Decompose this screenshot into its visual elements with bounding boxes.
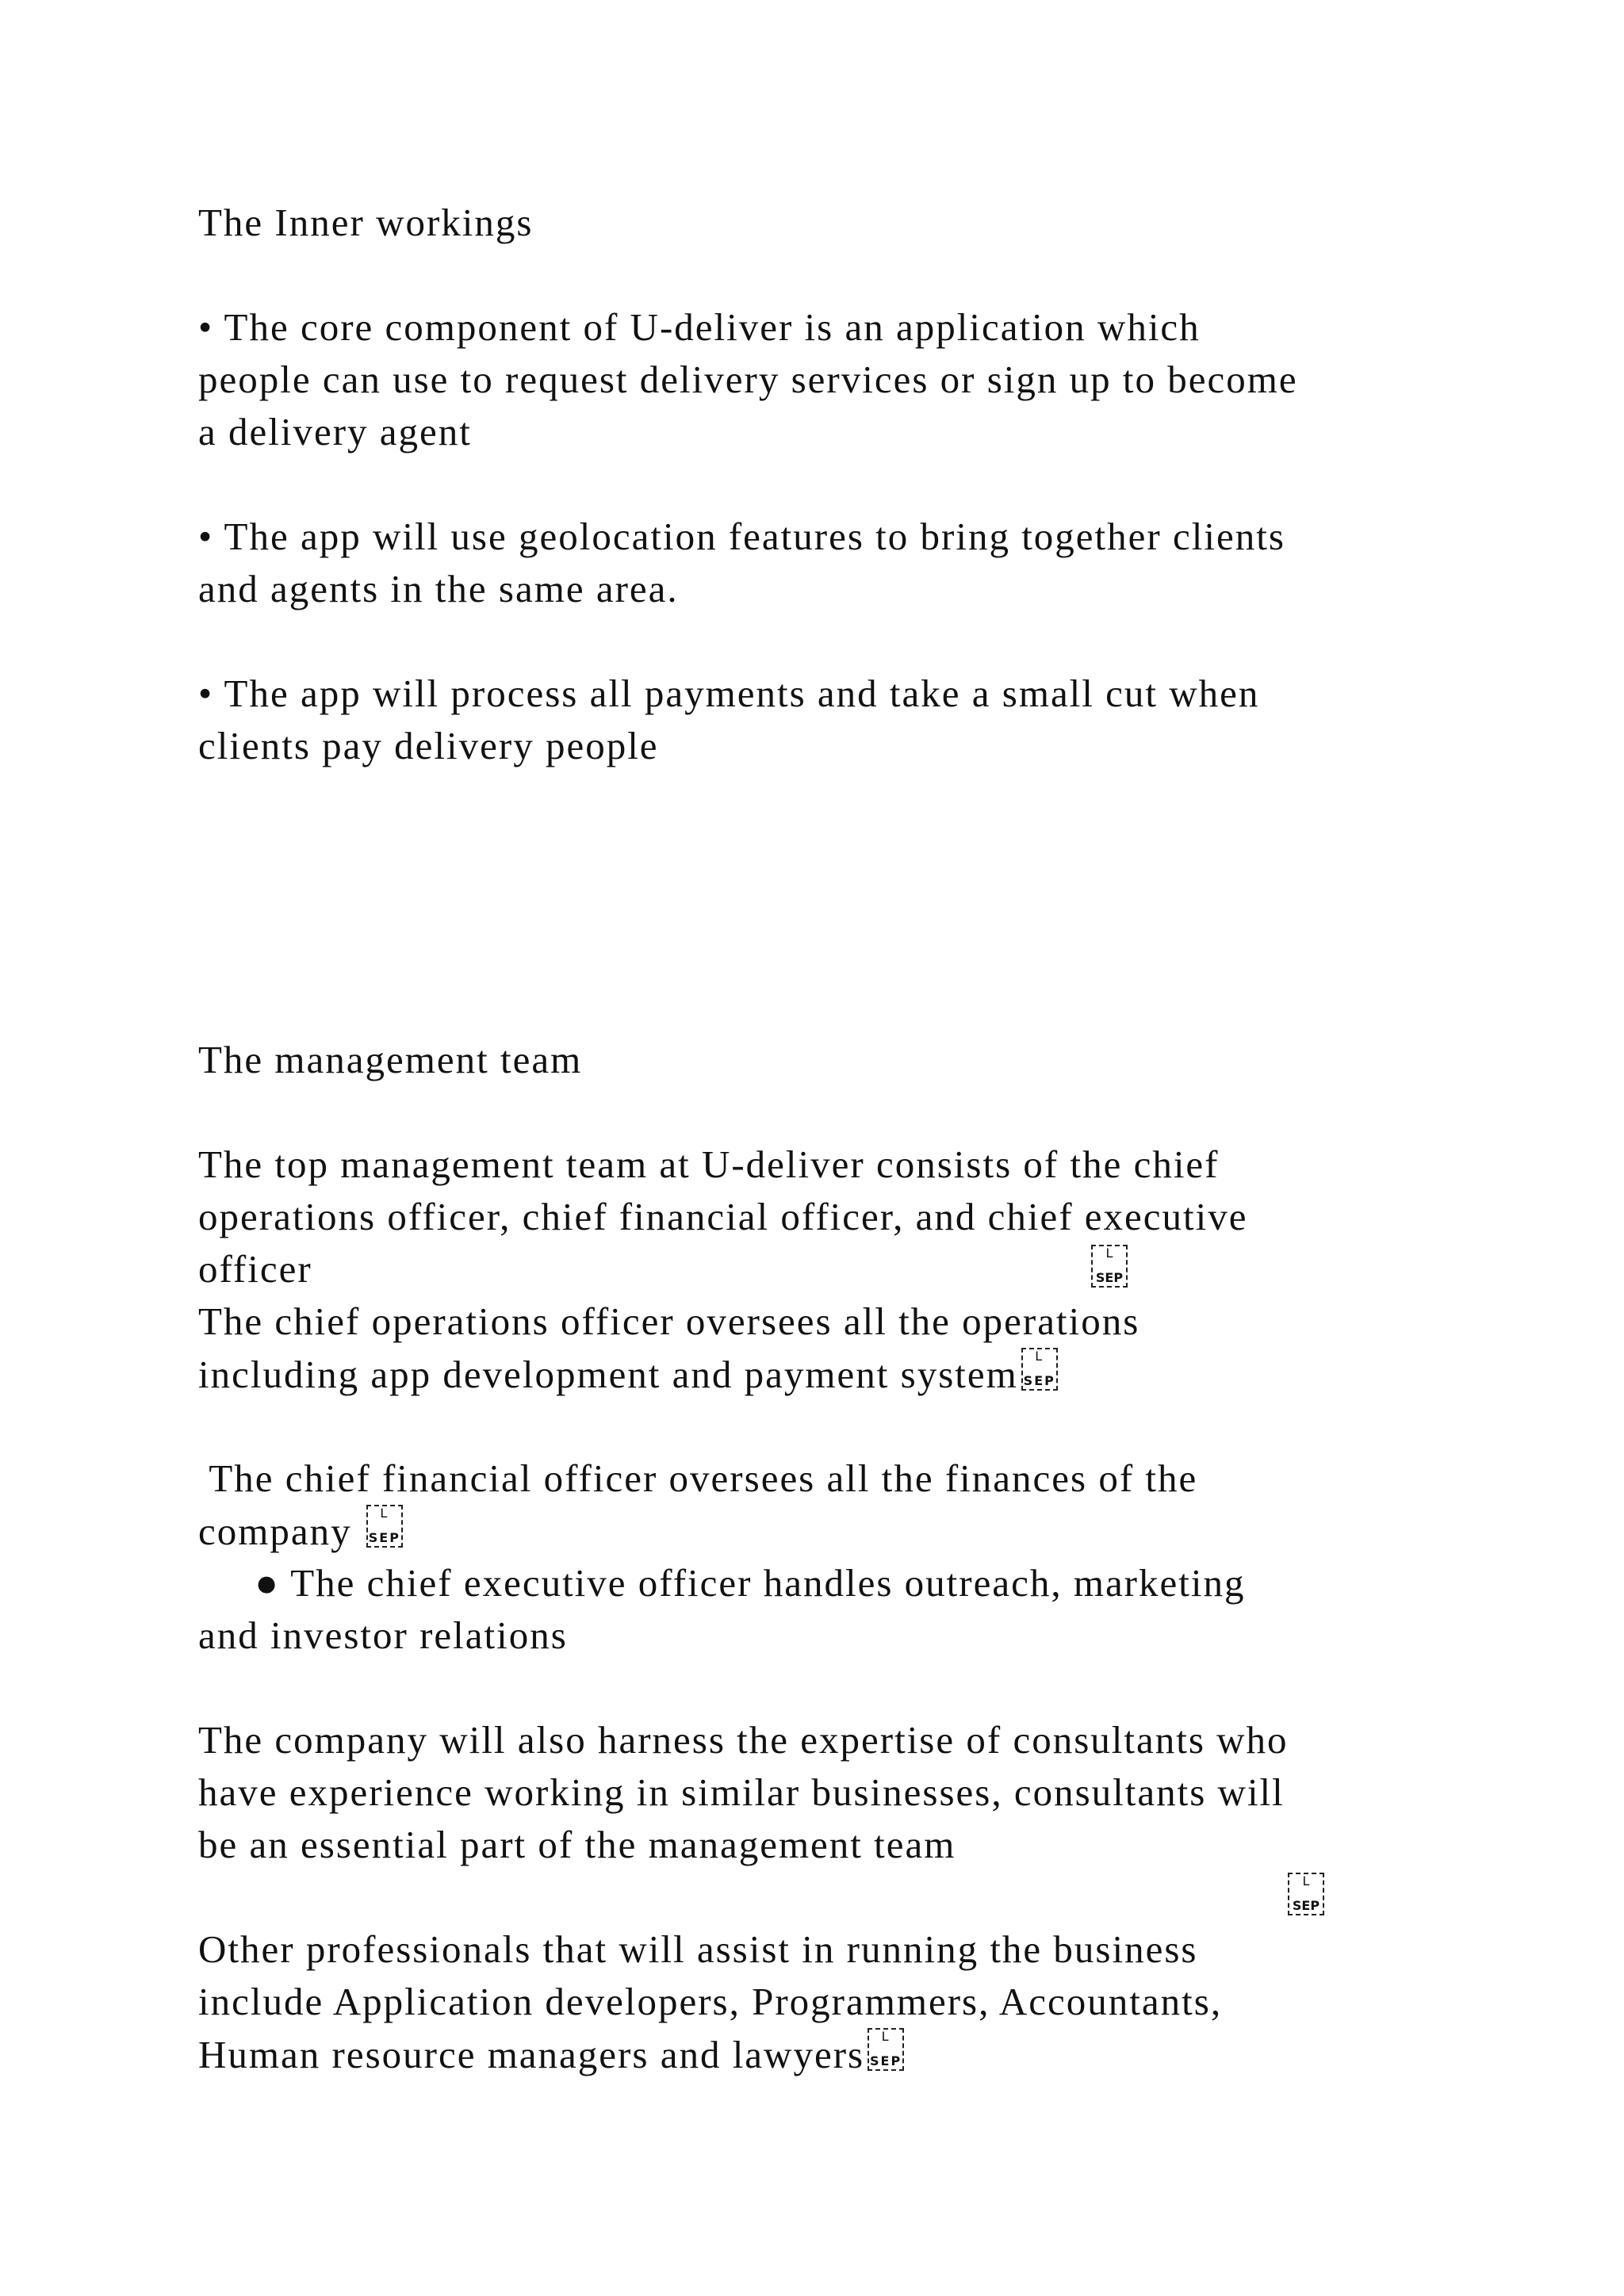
bullet-geolocation-line-1: • The app will use geolocation features to bring together clients: [198, 515, 1285, 558]
separator-label-top: L: [881, 2029, 891, 2044]
paragraph-top-management-line-2: operations officer, chief financial officer, and chief executive: [198, 1195, 1248, 1238]
paragraph-coo-line-2: [198, 1348, 1061, 1401]
paragraph-consultants-line-3: be an essential part of the management team: [198, 1823, 956, 1866]
paragraph-cfo-line-2-text: company: [198, 1510, 363, 1553]
separator-label-bottom: SEP: [1292, 1898, 1320, 1913]
separator-label-top: L: [1105, 1246, 1113, 1261]
separator-label-top: L: [380, 1506, 389, 1521]
bullet-payments-line-2: clients pay delivery people: [198, 724, 659, 767]
section-heading-management-team: The management team: [198, 1038, 583, 1081]
paragraph-coo-line-1: The chief operations officer oversees all the operations: [198, 1299, 1140, 1343]
line-separator-icon: [366, 1505, 406, 1551]
paragraph-consultants-line-1: The company will also harness the expertise of consultants who: [198, 1718, 1289, 1762]
separator-label-bottom: SEP: [869, 2053, 902, 2068]
separator-label-bottom: SEP: [1023, 1373, 1055, 1388]
paragraph-cfo-line-2: [198, 1505, 406, 1558]
line-separator-icon: [1021, 1348, 1061, 1394]
separator-label-bottom: SEP: [1095, 1270, 1124, 1285]
bullet-ceo-line-1: ● The chief executive officer handles outreach, marketing: [198, 1561, 1246, 1605]
line-separator-icon: [868, 2028, 907, 2074]
bullet-geolocation-line-2: and agents in the same area.: [198, 567, 679, 610]
separator-label-top: L: [1035, 1349, 1044, 1364]
paragraph-other-professionals-line-2: include Application developers, Programmers, Accountants,: [198, 1980, 1223, 2023]
separator-label-top: L: [1302, 1873, 1310, 1888]
paragraph-top-management-line-3: officer: [198, 1247, 312, 1291]
paragraph-other-professionals-line-1: Other professionals that will assist in running the business: [198, 1927, 1198, 1971]
bullet-core-component-line-3: a delivery agent: [198, 410, 472, 453]
paragraph-coo-line-2-text: including app development and payment system: [198, 1353, 1018, 1396]
bullet-payments-line-1: • The app will process all payments and take a small cut when: [198, 672, 1260, 715]
separator-label-bottom: SEP: [368, 1530, 400, 1545]
bullet-ceo-line-2: and investor relations: [198, 1613, 568, 1657]
paragraph-other-professionals-line-3-text: Human resource managers and lawyers: [198, 2033, 865, 2076]
paragraph-cfo-line-1: The chief financial officer oversees all the finances of the: [198, 1456, 1198, 1500]
bullet-core-component-line-2: people can use to request delivery services or sign up to become: [198, 358, 1298, 401]
line-separator-icon: [1091, 1245, 1131, 1291]
paragraph-top-management-line-1: The top management team at U-deliver consists of the chief: [198, 1142, 1220, 1186]
bullet-core-component-line-1: • The core component of U-deliver is an application which: [198, 305, 1201, 349]
line-separator-icon: [1288, 1873, 1327, 1919]
paragraph-other-professionals-line-3: [198, 2028, 907, 2081]
section-heading-inner-workings: The Inner workings: [198, 201, 534, 244]
paragraph-consultants-line-2: have experience working in similar businesses, consultants will: [198, 1770, 1285, 1814]
